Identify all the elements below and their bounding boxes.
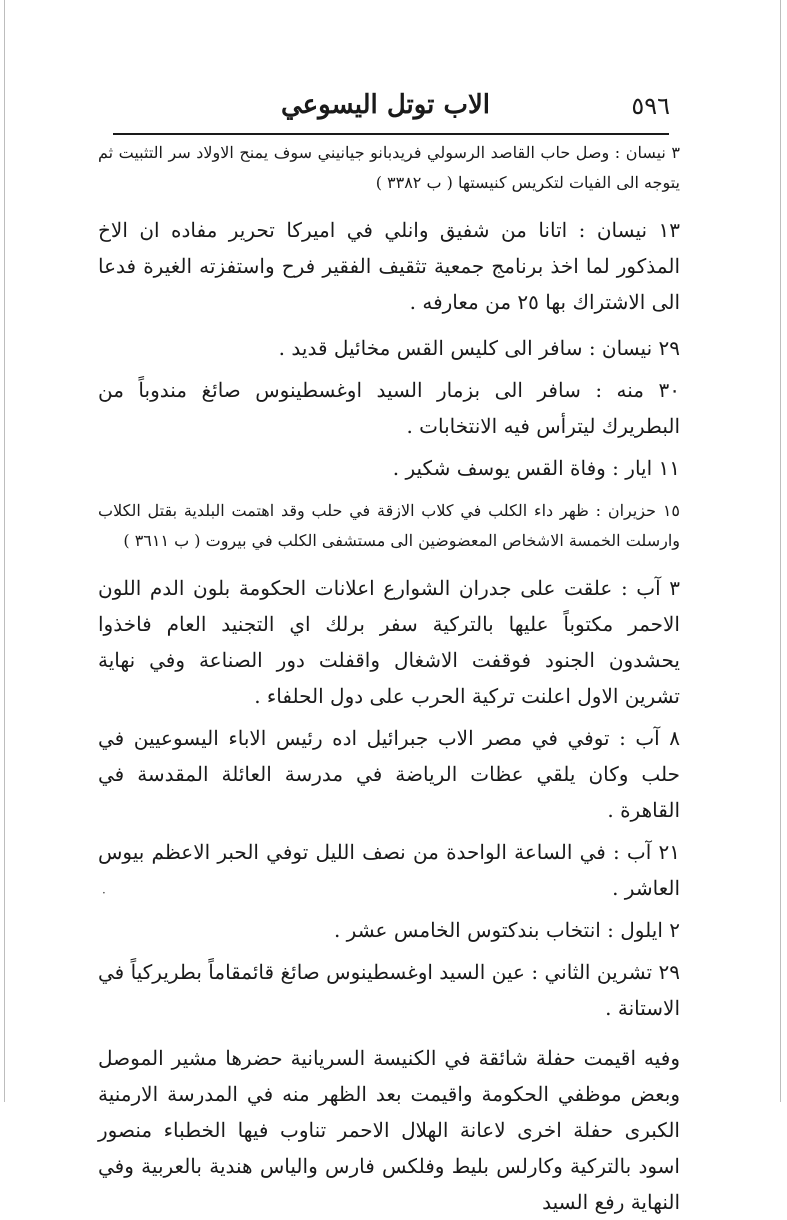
scan-speck: · bbox=[102, 886, 106, 900]
page-body bbox=[98, 138, 680, 1220]
entry-29-nisan: ٢٩ نيسان : سافر الى كليس القس مخائيل قديد . bbox=[278, 336, 680, 360]
entry-8-ab: ٨ آب : توفي في مصر الاب جبرائيل اده رئيس الاباء اليسوعيين في حلب وكان يلقي عظات الرياضة في مدرسة العائلة المقدسة في القاهرة . bbox=[98, 726, 680, 822]
entry-13-nisan: ١٣ نيسان : اتانا من شفيق وانلي في اميركا تحرير مفاده ان الاخ المذكور لما اخذ برنامج جمعية تثقيف الفقير فرح واستفزته الغيرة فدعا الى الاشتراك بها ٢٥ من معارفه . bbox=[98, 218, 680, 314]
entry-15-haziran: ١٥ حزيران : ظهر داء الكلب في كلاب الازقة في حلب وقد اهتمت البلدية بقتل الكلاب وارسلت الخمسة الاشخاص المعضوضين الى مستشفى الكلب في بيروت ( ب ٣٦١١ ) bbox=[98, 501, 680, 550]
header-rule bbox=[113, 133, 669, 135]
entry-11-ayar: ١١ ايار : وفاة القس يوسف شكير . bbox=[392, 456, 680, 480]
entry-29-tishrin-thani: ٢٩ تشرين الثاني : عين السيد اوغسطينوس صائغ قائمقاماً بطريركياً في الاستانة . bbox=[98, 960, 680, 1020]
entry-2-aylul: ٢ ايلول : انتخاب بندكتوس الخامس عشر . bbox=[333, 918, 680, 942]
entry-21-ab: ٢١ آب : في الساعة الواحدة من نصف الليل توفي الحبر الاعظم بيوس العاشر . bbox=[98, 840, 680, 900]
entry-3-ab: ٣ آب : علقت على جدران الشوارع اعلانات الحكومة بلون الدم اللون الاحمر مكتوباً عليها بالتركية سفر برلك اي التجنيد العام فاخذوا يحشدون الجنود فوقفت الاشغال واقفلت دور الصناعة وفي نهاية تشرين الاول اعلنت تركية الحرب على دول الحلفاء . bbox=[98, 576, 680, 708]
running-title: الاب توتل اليسوعي bbox=[280, 90, 490, 120]
scan-border-right bbox=[780, 0, 781, 1102]
scan-border-left bbox=[4, 0, 5, 1102]
entry-30-minhu: ٣٠ منه : سافر الى بزمار السيد اوغسطينوس صائغ مندوباً من البطريرك ليترأس فيه الانتخابات . bbox=[98, 378, 680, 438]
entry-3-nisan: ٣ نيسان : وصل حاب القاصد الرسولي فريدبانو جيانيني سوف يمنح الاولاد سر التثبيت ثم يتوجه الى الفيات لتكريس كنيستها ( ب ٣٣٨٢ ) bbox=[98, 143, 680, 192]
entry-wafihi: وفيه اقيمت حفلة شائقة في الكنيسة السريانية حضرها مشير الموصل وبعض موظفي الحكومة واقيمت بعد الظهر منه في المدرسة الارمنية الكبرى حفلة اخرى لاعانة الهلال الاحمر تناوب فيها الخطباء منصور اسود بالتركية وكارلس بليط وفلكس فارس والياس هندية بالعربية وفي النهاية رفع السيد bbox=[98, 1046, 680, 1214]
page-header bbox=[110, 90, 670, 130]
page-number: ٥٩٦ bbox=[631, 92, 670, 120]
